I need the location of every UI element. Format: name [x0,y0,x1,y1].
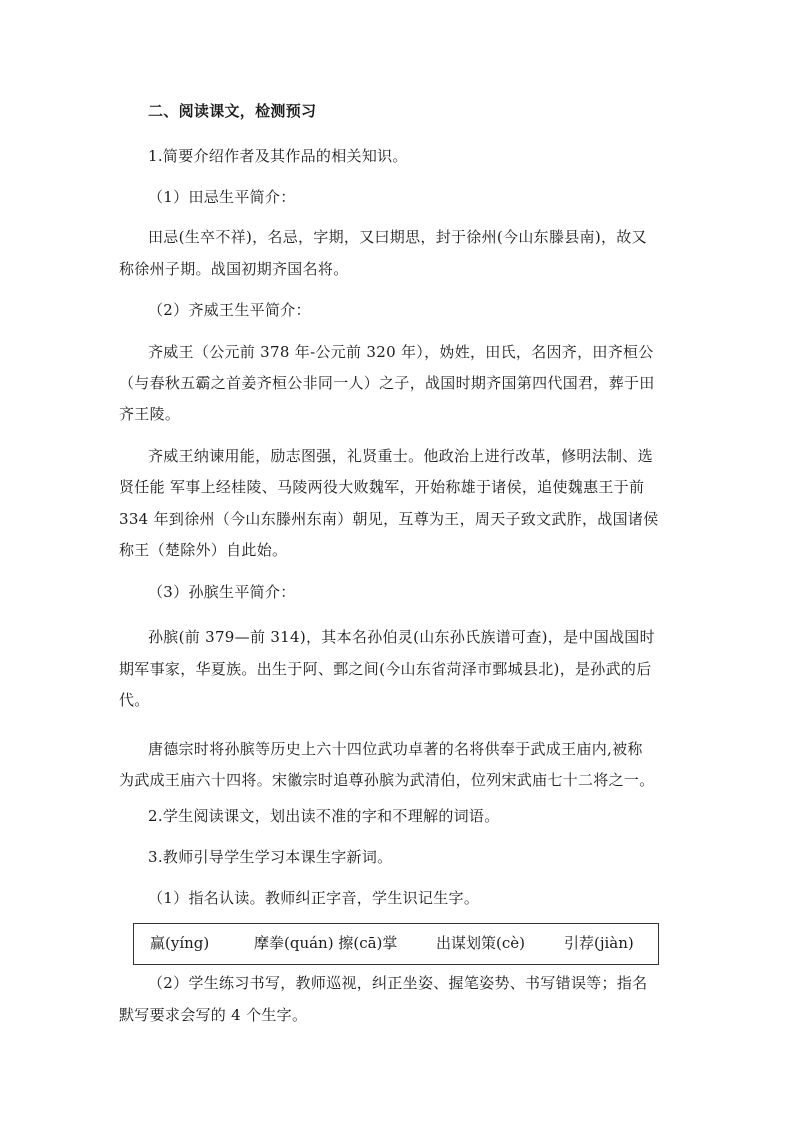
section-heading: 二、阅读课文，检测预习 [148,102,317,120]
vocab-item: 引荐(jiàn) [564,934,634,952]
sunbin-p1-line-1: 孙膑(前 379—前 314)，其本名孙伯灵(山东孙氏族谱可查)，是中国战国时 [148,628,655,646]
qiweiwang-p1-line-3: 齐王陵。 [119,405,181,423]
sunbin-p2-line-2: 为武成王庙六十四将。宋徽宗时追尊孙膑为武清伯，位列宋武庙七十二将之一。 [119,771,655,789]
tianji-line-1: 田忌(生卒不祥)，名忌，字期，又曰期思，封于徐州(今山东滕县南)，故又 [148,228,647,246]
qiweiwang-p1-line-2: （与春秋五霸之首姜齐桓公非同一人）之子，战国时期齐国第四代国君，葬于田 [119,374,655,392]
sunbin-p2-line-1: 唐德宗时将孙膑等历史上六十四位武功卓著的名将供奉于武成王庙内,被称 [148,740,643,758]
tianji-line-2: 称徐州子期。战国初期齐国名将。 [119,260,349,278]
sunbin-p1-line-3: 代。 [119,691,150,709]
sunbin-p1-line-2: 期军事家，华夏族。出生于阿、鄄之间(今山东省菏泽市鄄城县北)，是孙武的后 [119,660,652,678]
item2-title: 2.学生阅读课文，划出读不准的字和不理解的词语。 [148,807,500,825]
sunbin-heading: （3）孙膑生平简介： [148,583,296,601]
qiweiwang-heading: （2）齐威王生平简介： [148,301,311,319]
qiweiwang-p1-line-1: 齐威王（公元前 378 年-公元前 320 年），妫姓，田氏，名因齐，田齐桓公 [148,343,654,361]
qiweiwang-p2-line-2: 贤任能 军事上经桂陵、马陵两役大败魏军，开始称雄于诸侯，追使魏惠王于前 [119,478,645,496]
item3-sub1: （1）指名认读。教师纠正字音，学生识记生字。 [148,889,480,907]
item3-sub2-line-1: （2）学生练习书写，教师巡视，纠正坐姿、握笔姿势、书写错误等；指名 [148,974,648,992]
vocab-item: 出谋划策(cè) [436,934,525,952]
item3-sub2-line-2: 默写要求会写的 4 个生字。 [119,1006,308,1024]
qiweiwang-p2-line-4: 称王（楚除外）自此始。 [119,541,288,559]
vocab-item: 赢(yíng) [150,934,210,952]
qiweiwang-p2-line-1: 齐威王纳谏用能，励志图强，礼贤重士。他政治上进行改革，修明法制、选 [148,447,653,465]
item1-title: 1.简要介绍作者及其作品的相关知识。 [148,147,408,165]
tianji-heading: （1）田忌生平简介： [148,188,296,206]
qiweiwang-p2-line-3: 334 年到徐州（今山东滕州东南）朝见，互尊为王，周天子致文武胙，战国诸侯 [119,510,659,528]
vocab-item: 摩拳(quán) 擦(cā)掌 [254,934,398,952]
item3-title: 3.教师引导学生学习本课生字新词。 [148,848,393,866]
vocab-box [133,923,659,965]
